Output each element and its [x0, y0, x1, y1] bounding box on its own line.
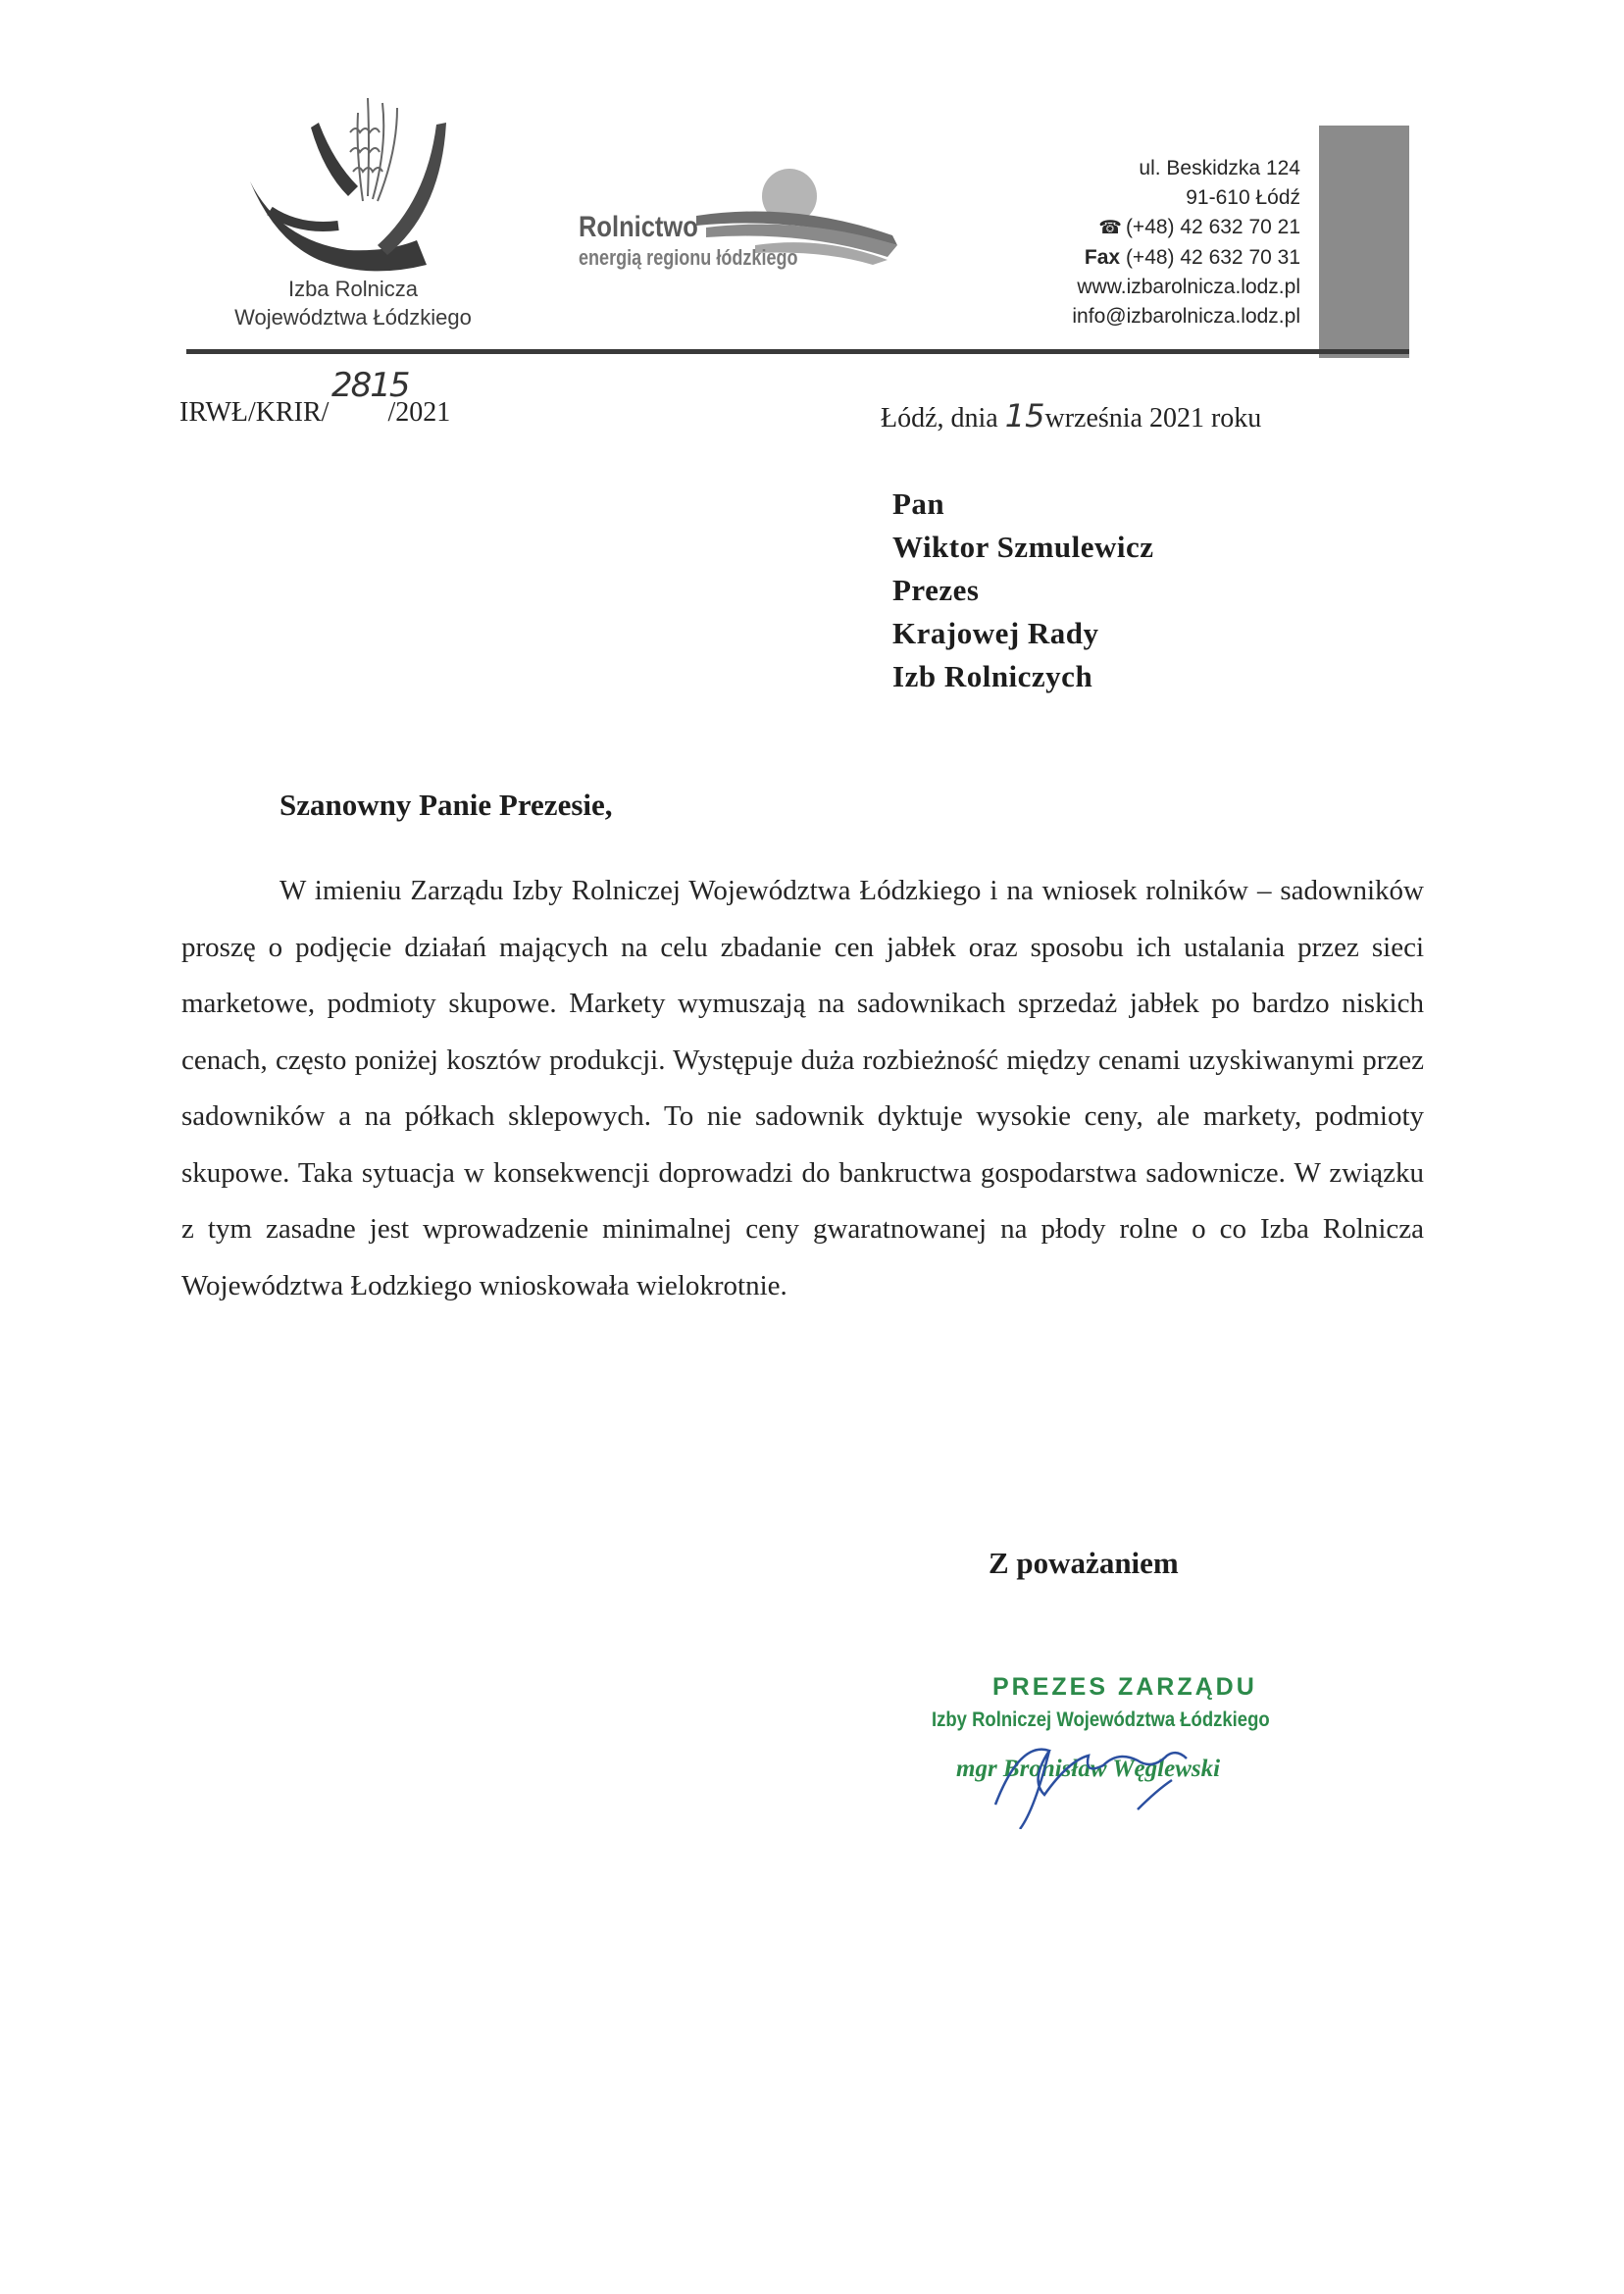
recipient-block [892, 483, 1154, 698]
letter-date [881, 397, 1261, 434]
stamp-title: PREZES ZARZĄDU [992, 1673, 1257, 1701]
closing: Z poważaniem [989, 1546, 1179, 1580]
contact-phone-row [1072, 213, 1300, 243]
reference-prefix: IRWŁ/KRIR/ [179, 397, 330, 428]
date-suffix: września 2021 roku [1044, 403, 1262, 433]
organization-name-line2: Województwa Łódzkiego [234, 305, 472, 330]
contact-email: info@izbarolnicza.lodz.pl [1072, 305, 1300, 328]
letter-body: W imieniu Zarządu Izby Rolniczej Województwa Łódzkiego i na wniosek rolników – sadowników proszę o podjęcie działań mających na celu zbadanie cen jabłek oraz sposobu ich ustalania przez sieci marketowe, podmioty skupowe. Markety wymuszają na sadownikach sprzedaż jabłek po bardzo niskich cenach, często poniżej kosztów produkcji. Występuje duża rozbieżność między cenami uzyskiwanymi przez sadowników a na półkach sklepowych. To nie sadownik dyktuje wysokie ceny, ale markety, podmioty skupowe. Taka sytuacja w konsekwencji doprowadzi do bankructwa gospodarstwa sadownicze. W związku z tym zasadne jest wprowadzenie minimalnej ceny gwaratnowanej na płody rolne o co Izba Rolnicza Województwa Łodzkiego wnioskowała wielokrotnie. [181, 875, 1424, 1301]
date-handwritten-day: 15 [1004, 397, 1045, 434]
stamp-organization: Izby Rolniczej Województwa Łódzkiego [932, 1708, 1270, 1731]
slogan-subtitle: energią regionu łódzkiego [579, 245, 798, 270]
salutation: Szanowny Panie Prezesie, [279, 788, 613, 822]
contact-fax: (+48) 42 632 70 31 [1125, 246, 1300, 269]
izba-rolnicza-logo [240, 93, 466, 280]
contact-block [1072, 154, 1300, 331]
header-divider [186, 349, 1409, 354]
phone-icon: ☎ [1098, 218, 1122, 238]
stamp-name: mgr Bronisław Węglewski [956, 1756, 1221, 1782]
reference-suffix: /2021 [387, 397, 451, 428]
contact-phone: (+48) 42 632 70 21 [1125, 216, 1300, 238]
header-accent-bar [1319, 126, 1409, 358]
fax-label: Fax [1084, 246, 1121, 269]
recipient-line: Wiktor Szmulewicz [892, 530, 1154, 564]
reference-handwritten-number: 2815 [331, 366, 409, 405]
date-prefix: Łódź, dnia [881, 403, 1005, 433]
recipient-line: Krajowej Rady [892, 616, 1099, 650]
recipient-line: Prezes [892, 573, 980, 607]
contact-website: www.izbarolnicza.lodz.pl [1077, 276, 1300, 298]
organization-name [191, 275, 515, 331]
slogan-logo [579, 167, 902, 280]
contact-fax-row [1072, 243, 1300, 273]
organization-name-line1: Izba Rolnicza [287, 277, 419, 301]
signature-stamp [932, 1667, 1324, 1824]
contact-street: ul. Beskidzka 124 [1139, 157, 1300, 179]
handwritten-signature [990, 1721, 1226, 1829]
recipient-line: Pan [892, 486, 945, 521]
slogan-title: Rolnictwo [579, 211, 698, 243]
contact-postal: 91-610 Łódź [1186, 186, 1300, 209]
recipient-line: Izb Rolniczych [892, 659, 1093, 693]
reference-number [179, 366, 451, 429]
